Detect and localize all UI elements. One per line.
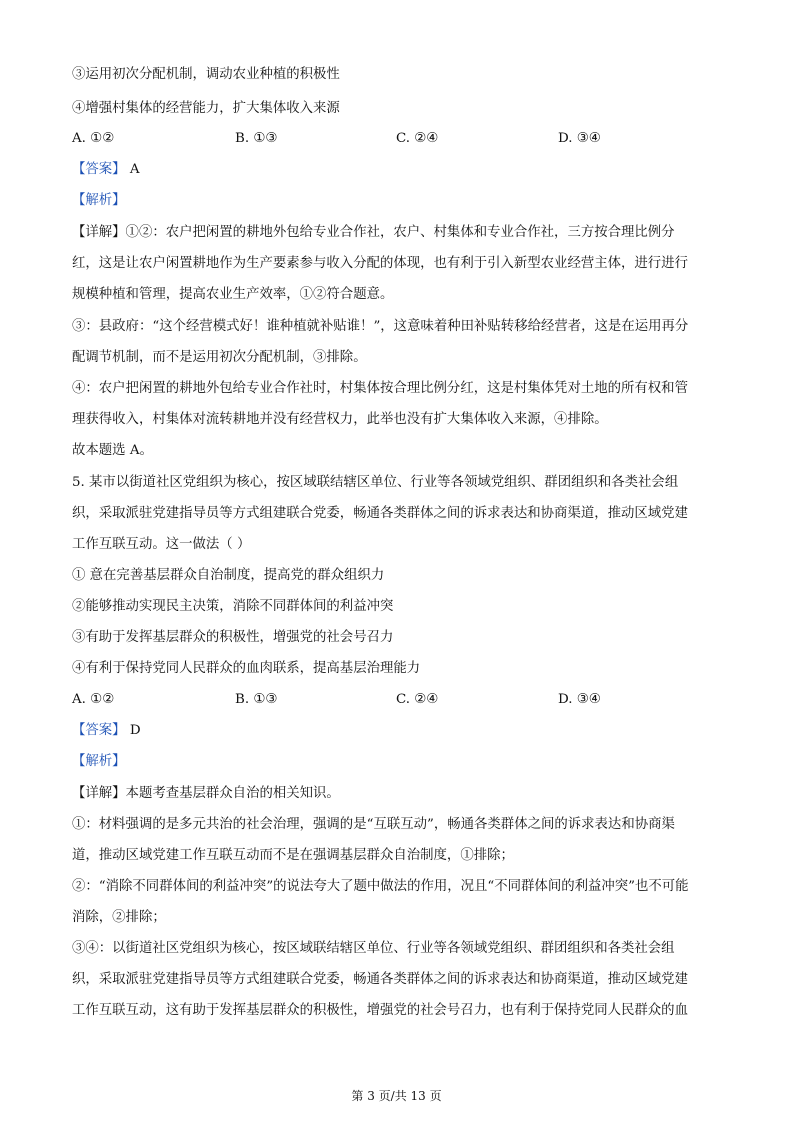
q5-statement-2: ②能够推动实现民主决策，消除不同群体间的利益冲突 xyxy=(72,599,394,614)
q5-detail-line: 道，推动区域党建工作互联互动而不是在强调基层群众自治制度，①排除； xyxy=(72,848,514,863)
answer-value: A xyxy=(129,162,140,177)
q4-choice-d: D. ③④ xyxy=(558,131,601,146)
q5-choice-d: D. ③④ xyxy=(558,692,601,707)
option-statement-4: ④增强村集体的经营能力，扩大集体收入来源 xyxy=(72,101,340,116)
q4-detail-line: ④：农户把闲置的耕地外包给专业合作社时，村集体按合理比例分红，这是村集体凭对土地的所有权和管 xyxy=(72,381,688,396)
q5-stem-line: 工作互联互动。这一做法（ ） xyxy=(72,537,251,552)
option-statement-3: ③运用初次分配机制，调动农业种植的积极性 xyxy=(72,67,340,82)
q4-detail-line: ③：县政府：“这个经营模式好！谁种植就补贴谁！”，这意味着种田补贴转移给经营者，这是在运用再分 xyxy=(72,319,689,334)
q5-detail-line: 织，采取派驻党建指导员等方式组建联合党委，畅通各类群体之间的诉求表达和协商渠道，推动区域党建 xyxy=(72,972,688,987)
q5-statement-1: ① 意在完善基层群众自治制度，提高党的群众组织力 xyxy=(72,568,385,583)
q4-detail-line: 【详解】①②：农户把闲置的耕地外包给专业合作社，农户、村集体和专业合作社，三方按合理比例分 xyxy=(72,225,675,240)
q5-answer xyxy=(72,722,141,740)
q4-answer xyxy=(72,161,140,179)
page-number-footer: 第 3 页/共 13 页 xyxy=(351,1089,442,1103)
q4-detail-line: 理获得收入，村集体对流转耕地并没有经营权力，此举也没有扩大集体收入来源，④排除。 xyxy=(72,412,608,427)
q4-conclusion: 故本题选 A。 xyxy=(72,443,153,458)
q4-choice-c: C. ②④ xyxy=(396,131,439,146)
q5-detail-line: ①：材料强调的是多元共治的社会治理，强调的是“互联互动”，畅通各类群体之间的诉求表达和协商渠 xyxy=(72,817,675,832)
q5-detail-line: 消除，②排除； xyxy=(72,910,166,925)
q4-detail-line: 规模种植和管理，提高农业生产效率，①②符合题意。 xyxy=(72,287,394,302)
q5-choice-c: C. ②④ xyxy=(396,692,439,707)
q5-detail-line: ③④：以街道社区党组织为核心，按区域联结辖区单位、行业等各领域党组织、群团组织和各类社会组 xyxy=(72,941,675,956)
q5-detail-line: ②：“消除不同群体间的利益冲突”的说法夸大了题中做法的作用，况且“不同群体间的利益冲突”也不可能 xyxy=(72,879,689,894)
q5-choice-b: B. ①③ xyxy=(235,692,278,707)
answer-tag: 【答案】 xyxy=(72,162,126,177)
q4-detail-line: 配调节机制，而不是运用初次分配机制，③排除。 xyxy=(72,350,367,365)
q5-statement-3: ③有助于发挥基层群众的积极性，增强党的社会号召力 xyxy=(72,630,394,645)
q5-analysis-tag: 【解析】 xyxy=(72,754,126,769)
q5-detail-line: 工作互联互动，这有助于发挥基层群众的积极性，增强党的社会号召力，也有利于保持党同人民群众的血 xyxy=(72,1003,688,1018)
answer-tag: 【答案】 xyxy=(72,723,126,738)
q4-analysis-tag: 【解析】 xyxy=(72,193,126,208)
q5-statement-4: ④有利于保持党同人民群众的血肉联系，提高基层治理能力 xyxy=(72,661,421,676)
q4-choice-a: A. ①② xyxy=(72,131,115,146)
q5-stem-line: 织，采取派驻党建指导员等方式组建联合党委，畅通各类群体之间的诉求表达和协商渠道，推动区域党建 xyxy=(72,506,688,521)
q5-stem-line: 5. 某市以街道社区党组织为核心，按区域联结辖区单位、行业等各领域党组织、群团组织和各类社会组 xyxy=(72,475,679,490)
q5-detail-line: 【详解】本题考查基层群众自治的相关知识。 xyxy=(72,786,340,801)
q4-choice-b: B. ①③ xyxy=(235,131,278,146)
q4-detail-line: 红，这是让农户闲置耕地作为生产要素参与收入分配的体现，也有利于引入新型农业经营主体，进行进行 xyxy=(72,256,688,271)
answer-value: D xyxy=(129,723,141,738)
q5-choice-a: A. ①② xyxy=(72,692,115,707)
